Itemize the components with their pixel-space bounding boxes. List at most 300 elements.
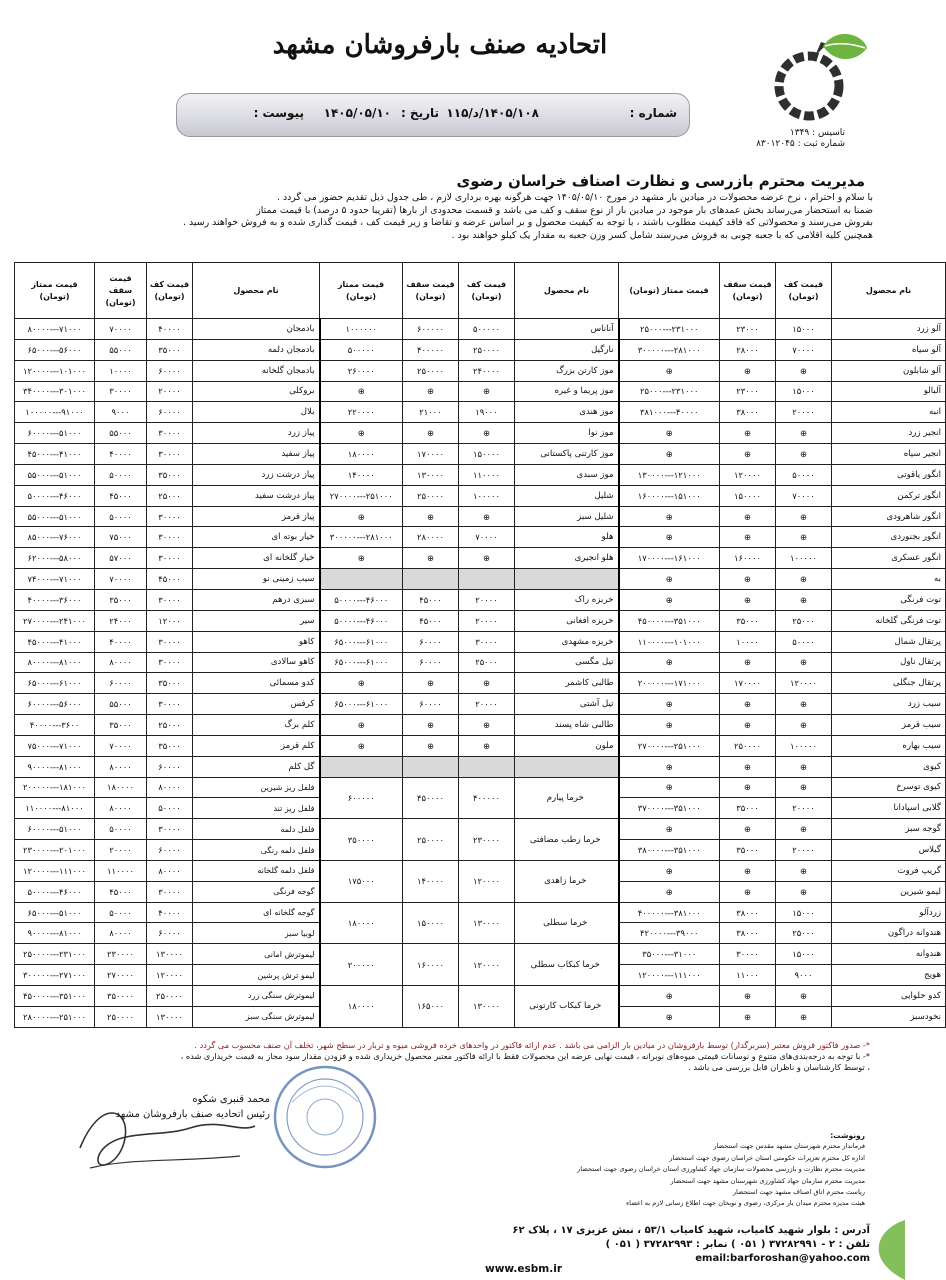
price-cell: ۳۸۰۰۰	[720, 402, 776, 423]
product-name-cell: انگور یاقوتی	[832, 464, 946, 485]
table-row	[15, 339, 946, 360]
price-cell: ۶۱۰۰۰---۶۵۰۰۰	[320, 694, 403, 715]
price-cell: ۶۰۰۰۰	[403, 631, 459, 652]
price-cell: ۵۰۰۰۰	[776, 631, 832, 652]
price-cell: ۸۱۰۰۰---۸۰۰۰۰	[15, 652, 95, 673]
product-name-cell: انجیر سیاه	[832, 444, 946, 465]
note-line: ، توسط کارشناسان و ناظران قابل بررسی می باشد .	[688, 1062, 870, 1072]
price-cell: ⊕	[619, 694, 720, 715]
price-cell: ۶۰۰۰۰	[403, 694, 459, 715]
cc-item: فرماندار محترم شهرستان مشهد مقدس جهت استحضار	[713, 1142, 865, 1151]
price-cell: ۲۵۱۰۰۰---۲۷۰۰۰۰	[619, 735, 720, 756]
col-ceiling: قیمت سقف (تومان)	[403, 263, 459, 319]
price-cell: ۳۱۰۰۰---۳۵۰۰۰	[619, 944, 720, 965]
price-cell: ⊕	[619, 860, 720, 881]
price-cell: ۷۰۰۰۰	[95, 569, 147, 590]
product-name-cell: لیموترش سنگی زرد	[193, 986, 320, 1007]
price-cell: ۱۴۰۰۰۰	[403, 860, 459, 902]
price-cell: ۱۱۰۰۰۰	[459, 464, 515, 485]
product-name-cell: انبه	[832, 402, 946, 423]
product-name-cell: خیار بوته ای	[193, 527, 320, 548]
price-cell: ⊕	[776, 694, 832, 715]
price-cell: ۳۵۰۰۰	[720, 840, 776, 861]
price-cell: ۳۹۰۰۰---۴۲۰۰۰۰	[619, 923, 720, 944]
product-name-cell: سیب زمینی نو	[193, 569, 320, 590]
price-cell: ۶۱۰۰۰---۶۵۰۰۰	[320, 631, 403, 652]
price-cell: ۱۳۰۰۰۰	[147, 1006, 193, 1027]
footer-email[interactable]: email:barforoshan@yahoo.com	[695, 1253, 870, 1264]
product-name-cell	[515, 569, 619, 590]
price-cell: ۱۵۰۰۰۰	[720, 485, 776, 506]
price-cell: ۲۵۰۰۰	[147, 715, 193, 736]
product-name-cell: خربزه راک	[515, 589, 619, 610]
intro-line: ضمنا به استحضار می‌رساند بخش عمدهای بار موجود در میادین بار از نوع سقف و کف می باشد و قسمت محدودی از بارها (تقریبا حدود ۵ درصد) با قیمت ممتاز	[256, 204, 873, 216]
price-cell: ⊕	[459, 548, 515, 569]
table-row	[15, 735, 946, 756]
price-cell: ۸۰۰۰۰	[147, 860, 193, 881]
price-cell: ۳۰۰۰۰	[147, 548, 193, 569]
price-cell: ⊕	[720, 423, 776, 444]
price-cell	[403, 569, 459, 590]
price-cell: ۳۵۰۰۰	[147, 673, 193, 694]
price-cell: ۶۰۰۰۰	[147, 402, 193, 423]
price-cell: ۳۰۰۰۰	[147, 527, 193, 548]
price-cell: ۴۵۰۰۰	[403, 589, 459, 610]
price-cell: ⊕	[776, 423, 832, 444]
product-name-cell: به	[832, 569, 946, 590]
product-name-cell: پرتقال جنگلی	[832, 673, 946, 694]
price-cell: ۵۵۰۰۰	[95, 423, 147, 444]
product-name-cell: نارگیل	[515, 339, 619, 360]
notes	[30, 1040, 870, 1073]
price-cell: ⊕	[403, 548, 459, 569]
price-cell: ۶۰۰۰۰	[403, 652, 459, 673]
price-cell: ۵۰۰۰۰۰	[459, 319, 515, 340]
price-cell: ۱۳۰۰۰۰	[403, 464, 459, 485]
product-name-cell: کیوی توسرخ	[832, 777, 946, 798]
price-cell: ۴۵۰۰۰	[95, 485, 147, 506]
price-cell: ۵۵۰۰۰	[95, 339, 147, 360]
table-row	[15, 506, 946, 527]
col-floor: قیمت کف (تومان)	[147, 263, 193, 319]
price-cell: ۴۱۰۰۰---۴۵۰۰۰	[15, 631, 95, 652]
table-row	[15, 777, 946, 798]
price-cell: ⊕	[776, 652, 832, 673]
price-cell: ۱۰۰۰۰۰	[776, 548, 832, 569]
cc-item: هیئت مدیره محترم میدان بار مرکزی، رضوی و نوبخان جهت اطلاع رسانی لازم به اعضاء	[626, 1199, 865, 1208]
table-row	[15, 464, 946, 485]
price-cell: ۱۸۰۰۰۰	[95, 777, 147, 798]
product-name-cell: موز نوا	[515, 423, 619, 444]
price-cell: ۷۵۰۰۰	[95, 527, 147, 548]
price-cell: ۱۲۰۰۰	[147, 610, 193, 631]
price-cell: ۱۵۰۰۰۰	[403, 902, 459, 944]
table-row	[15, 715, 946, 736]
price-cell: ۲۰۰۰۰	[776, 840, 832, 861]
recipient-heading: مدیریت محترم بازرسی و نظارت اصناف خراسان رضوی	[456, 172, 865, 190]
price-cell: ۱۱۱۰۰۰---۱۲۰۰۰۰	[619, 965, 720, 986]
product-name-cell: بادمجان گلخانه	[193, 360, 320, 381]
price-cell: ⊕	[619, 715, 720, 736]
product-name-cell: خرما پیارم	[515, 777, 619, 819]
product-name-cell: خربزه افغانی	[515, 610, 619, 631]
price-cell: ۲۳۰۰۰	[720, 319, 776, 340]
price-cell: ۶۰۰۰۰	[147, 923, 193, 944]
price-cell: ⊕	[320, 735, 403, 756]
price-cell: ۳۵۰۰۰	[720, 610, 776, 631]
price-cell: ⊕	[776, 527, 832, 548]
table-row	[15, 673, 946, 694]
number-label: شماره :	[629, 106, 677, 120]
price-cell: ۱۶۱۰۰۰---۱۷۰۰۰۰	[619, 548, 720, 569]
table-header-row	[15, 263, 946, 319]
price-cell: ⊕	[720, 777, 776, 798]
price-cell: ۴۰۰۰۰---۳۸۱۰۰۰	[619, 402, 720, 423]
price-cell	[320, 756, 403, 777]
price-cell: ۳۸۱۰۰۰---۴۰۰۰۰۰	[619, 902, 720, 923]
price-cell: ۶۰۰۰۰	[95, 673, 147, 694]
price-cell: ⊕	[320, 506, 403, 527]
table-row	[15, 423, 946, 444]
product-name-cell	[515, 756, 619, 777]
price-cell: ۲۷۰۰۰۰	[95, 965, 147, 986]
price-cell: ۴۰۰۰۰	[147, 902, 193, 923]
col-floor: قیمت کف (تومان)	[459, 263, 515, 319]
price-cell: ۸۰۰۰۰	[95, 923, 147, 944]
col-premium: قیمت ممتاز (تومان)	[619, 263, 720, 319]
registration-number: شماره ثبت : ۸۳۰۱۲۰۴۵	[756, 139, 845, 149]
product-name-cell: کرفس	[193, 694, 320, 715]
price-cell: ۱۳۰۰۰۰	[459, 902, 515, 944]
product-name-cell: سیب بهاره	[832, 735, 946, 756]
price-cell: ۳۵۱۰۰۰---۳۸۰۰۰۰	[619, 840, 720, 861]
price-cell: ۷۰۰۰۰	[95, 319, 147, 340]
product-name-cell: تیل آشتی	[515, 694, 619, 715]
price-cell: ۳۰۰۰۰	[720, 944, 776, 965]
price-cell: ⊕	[320, 423, 403, 444]
product-name-cell: پیاز زرد	[193, 423, 320, 444]
product-name-cell: انجیر زرد	[832, 423, 946, 444]
product-name-cell: طالبی کاشمر	[515, 673, 619, 694]
price-cell: ۱۵۰۰۰	[776, 381, 832, 402]
price-cell: ⊕	[619, 756, 720, 777]
price-cell: ۱۳۰۰۰۰	[459, 986, 515, 1028]
price-cell: ۲۵۱۰۰۰---۲۷۰۰۰۰	[320, 485, 403, 506]
date-value: ۱۴۰۵/۰۵/۱۰	[323, 106, 391, 120]
price-cell: ۳۰۰۰۰	[147, 631, 193, 652]
price-cell: ۶۰۰۰۰	[147, 840, 193, 861]
product-name-cell: انگور شاهرودی	[832, 506, 946, 527]
price-cell: ۳۶۰۰---۴۰۰۰۰	[15, 715, 95, 736]
price-cell: ۵۰۰۰۰	[95, 819, 147, 840]
price-cell: ⊕	[776, 589, 832, 610]
price-cell: ۳۰۰۰۰	[459, 631, 515, 652]
price-cell: ۳۰۰۰۰	[147, 652, 193, 673]
price-cell: ۴۵۰۰۰	[147, 569, 193, 590]
price-cell: ۲۰۰۰۰	[459, 610, 515, 631]
price-cell: ۲۰۰۰۰	[147, 381, 193, 402]
price-cell: ⊕	[776, 777, 832, 798]
price-cell: ۷۱۰۰۰---۷۵۰۰۰	[15, 735, 95, 756]
product-name-cell: پیاز سفید	[193, 444, 320, 465]
price-cell: ۳۵۰۰۰	[147, 464, 193, 485]
product-name-cell: خرما زاهدی	[515, 860, 619, 902]
price-cell: ۱۲۰۰۰۰	[776, 673, 832, 694]
price-cell: ⊕	[403, 735, 459, 756]
table-row	[15, 631, 946, 652]
price-cell: ۷۰۰۰۰	[95, 735, 147, 756]
product-name-cell: آلو شابلون	[832, 360, 946, 381]
table-row	[15, 548, 946, 569]
product-name-cell: کاهو	[193, 631, 320, 652]
product-name-cell: سبزی درهم	[193, 589, 320, 610]
note-line: *- صدور فاکتور فروش معتبر (سربرگدار) توسط بارفروشان در میادین بار الزامی می باشد . عدم ارائه فاکتور در واحدهای خرده فروشی میوه و تربار در سطح شهر، تخلف آن صنف محسوب می گردد .	[194, 1040, 870, 1050]
table-row	[15, 819, 946, 840]
product-name-cell: بلال	[193, 402, 320, 423]
price-cell: ۳۰۰۰۰	[147, 423, 193, 444]
price-cell: ⊕	[776, 986, 832, 1007]
price-cell: ۵۵۰۰۰	[95, 694, 147, 715]
price-cell: ۷۰۰۰۰	[776, 339, 832, 360]
product-name-cell: هندوانه	[832, 944, 946, 965]
table-row	[15, 527, 946, 548]
col-ceiling: قیمت سقف (تومان)	[720, 263, 776, 319]
table-row	[15, 986, 946, 1007]
product-name-cell: هلو انجیری	[515, 548, 619, 569]
price-cell: ۱۲۰۰۰۰	[720, 464, 776, 485]
product-name-cell: شلیل سبز	[515, 506, 619, 527]
product-name-cell: گوجه سبز	[832, 819, 946, 840]
price-cell: ۶۰۰۰۰۰	[403, 319, 459, 340]
price-cell: ۲۴۰۰۰	[95, 610, 147, 631]
product-name-cell: گوجه گلخانه ای	[193, 902, 320, 923]
price-cell: ۹۰۰۰	[95, 402, 147, 423]
price-cell: ⊕	[459, 673, 515, 694]
price-cell: ۱۸۰۰۰۰	[320, 986, 403, 1028]
col-name: نام محصول	[193, 263, 320, 319]
price-cell: ۷۱۰۰۰---۸۰۰۰۰	[15, 319, 95, 340]
price-cell: ۵۱۰۰۰---۵۵۰۰۰	[15, 506, 95, 527]
cc-item: مدیریت محترم نظارت و بازرسی محصولات سازمان جهاد کشاورزی استان خراسان رضوی جهت استحضار	[577, 1165, 865, 1174]
price-cell: ⊕	[720, 527, 776, 548]
col-floor: قیمت کف (تومان)	[776, 263, 832, 319]
price-cell: ۲۳۰۰۰	[720, 381, 776, 402]
price-cell: ⊕	[619, 444, 720, 465]
price-cell: ۲۵۰۰۰	[776, 923, 832, 944]
price-cell: ۲۵۰۰۰۰	[147, 986, 193, 1007]
product-name-cell: پیاز درشت زرد	[193, 464, 320, 485]
product-name-cell: سیب قرمز	[832, 715, 946, 736]
price-cell: ۴۶۰۰۰---۵۰۰۰۰	[15, 485, 95, 506]
price-cell: ۷۰۰۰۰	[776, 485, 832, 506]
cc-item: ریاست محترم اتاق اصناف مشهد جهت استحضار	[732, 1188, 865, 1197]
leaf-decoration	[855, 1220, 905, 1280]
product-name-cell: کدو مسمائی	[193, 673, 320, 694]
price-cell: ۱۱۰۰۰	[720, 965, 776, 986]
price-cell: ۸۰۰۰۰	[95, 798, 147, 819]
price-cell: ۱۵۰۰۰	[776, 902, 832, 923]
product-name-cell: گل کلم	[193, 756, 320, 777]
footer-website[interactable]: www.esbm.ir	[485, 1263, 563, 1275]
col-name: نام محصول	[515, 263, 619, 319]
price-cell: ⊕	[320, 715, 403, 736]
price-cell: ⊕	[776, 881, 832, 902]
price-cell: ۸۰۰۰۰	[95, 756, 147, 777]
price-cell: ۵۱۰۰۰---۶۰۰۰۰	[15, 423, 95, 444]
product-name-cell: موز سبدی	[515, 464, 619, 485]
price-cell: ⊕	[619, 777, 720, 798]
price-cell: ۵۸۰۰۰---۶۲۰۰۰	[15, 548, 95, 569]
table-row	[15, 381, 946, 402]
signer-block	[110, 1092, 270, 1122]
product-name-cell: کلم برگ	[193, 715, 320, 736]
product-name-cell: توت فرنگی گلخانه	[832, 610, 946, 631]
price-cell: ۵۱۰۰۰---۶۵۰۰۰	[15, 902, 95, 923]
cc-item: اداره کل محترم تعزیرات حکومتی استان خراسان رضوی جهت استحضار	[669, 1153, 865, 1162]
price-cell: ⊕	[403, 506, 459, 527]
price-cell: ۲۳۱۰۰۰---۲۵۰۰۰	[619, 381, 720, 402]
carbon-copy-list	[475, 1130, 865, 1210]
founding-year: تاسیس : ۱۳۴۹	[789, 128, 845, 138]
price-cell: ۱۹۰۰۰	[459, 402, 515, 423]
price-cell: ۸۰۰۰۰	[95, 652, 147, 673]
price-cell: ۵۰۰۰۰	[95, 902, 147, 923]
price-cell: ۷۰۰۰۰	[459, 527, 515, 548]
price-cell: ۳۶۰۰۰---۴۰۰۰۰	[15, 589, 95, 610]
price-cell: ⊕	[320, 381, 403, 402]
col-name: نام محصول	[832, 263, 946, 319]
price-cell: ۱۷۱۰۰۰---۲۰۰۰۰۰	[619, 673, 720, 694]
price-cell: ⊕	[720, 819, 776, 840]
table-row	[15, 902, 946, 923]
product-name-cell: طالبی شاه پسند	[515, 715, 619, 736]
table-row	[15, 360, 946, 381]
price-cell: ⊕	[459, 381, 515, 402]
table-row	[15, 444, 946, 465]
intro-text	[18, 192, 873, 242]
price-cell: ⊕	[720, 652, 776, 673]
product-name-cell: موز کارتنی پاکستانی	[515, 444, 619, 465]
price-cell: ۳۵۰۰۰	[720, 798, 776, 819]
price-cell: ۵۱۰۰۰---۵۵۰۰۰	[15, 464, 95, 485]
price-cell: ⊕	[776, 819, 832, 840]
price-cell: ۱۵۰۰۰	[776, 944, 832, 965]
price-cell: ۸۱۰۰۰---۱۱۰۰۰۰	[15, 798, 95, 819]
product-name-cell: موز پریما و غیره	[515, 381, 619, 402]
price-cell: ۲۶۰۰۰۰	[320, 360, 403, 381]
price-cell: ۳۵۰۰۰۰	[320, 819, 403, 861]
price-cell: ⊕	[619, 652, 720, 673]
price-cell: ۳۵۱۰۰۰---۳۷۰۰۰۰	[619, 798, 720, 819]
product-name-cell: تیل مگسی	[515, 652, 619, 673]
col-premium: قیمت ممتاز (تومان)	[15, 263, 95, 319]
union-logo	[763, 28, 867, 128]
price-cell: ⊕	[619, 881, 720, 902]
price-cell: ۹۰۰۰	[776, 965, 832, 986]
price-cell: ⊕	[776, 756, 832, 777]
price-cell: ۱۰۰۰۰	[720, 631, 776, 652]
product-name-cell: لیمو شیرین	[832, 881, 946, 902]
price-cell: ۶۰۰۰۰	[147, 360, 193, 381]
product-name-cell: سیب زرد	[832, 694, 946, 715]
price-cell: ۴۶۰۰۰---۵۰۰۰۰	[15, 881, 95, 902]
product-name-cell: خرما سطلی	[515, 902, 619, 944]
price-cell: ۲۸۰۰۰	[720, 339, 776, 360]
price-cell: ⊕	[619, 986, 720, 1007]
price-cell: ⊕	[403, 423, 459, 444]
price-cell: ۳۰۰۰۰	[147, 589, 193, 610]
price-cell: ۱۵۱۰۰۰---۱۶۰۰۰۰	[619, 485, 720, 506]
product-name-cell: فلفل دلمه رنگی	[193, 840, 320, 861]
price-cell: ⊕	[403, 673, 459, 694]
footer-phone: تلفن : ۲ - ۳۷۲۸۲۹۹۱ ( ۰۵۱ ) نمابر : ۳۷۲۸۲۹۹۳ ( ۰۵۱ )	[605, 1239, 870, 1250]
price-cell: ۱۴۰۰۰۰	[320, 464, 403, 485]
product-name-cell: آلبالو	[832, 381, 946, 402]
price-cell: ۱۵۰۰۰	[776, 319, 832, 340]
price-cell: ۱۱۱۰۰۰---۱۲۰۰۰۰	[15, 860, 95, 881]
price-cell: ۱۷۵۰۰۰	[320, 860, 403, 902]
price-cell: ۱۸۰۰۰۰	[320, 902, 403, 944]
price-cell: ⊕	[403, 715, 459, 736]
price-cell: ۶۰۰۰۰	[147, 756, 193, 777]
price-cell: ۵۰۰۰۰	[95, 506, 147, 527]
price-cell: ۴۶۰۰۰---۵۰۰۰۰	[320, 610, 403, 631]
price-cell: ۵۷۰۰۰	[95, 548, 147, 569]
price-cell: ۱۳۰۰۰۰	[147, 944, 193, 965]
product-name-cell: هندوانه دراگون	[832, 923, 946, 944]
price-cell: ۱۸۱۰۰۰---۲۰۰۰۰۰	[15, 777, 95, 798]
price-cell: ⊕	[720, 444, 776, 465]
table-row	[15, 652, 946, 673]
price-cell: ⊕	[619, 527, 720, 548]
price-cell: ۷۶۰۰۰---۸۵۰۰۰	[15, 527, 95, 548]
product-name-cell: شلیل	[515, 485, 619, 506]
table-row	[15, 402, 946, 423]
price-cell: ۳۰۰۰۰	[147, 444, 193, 465]
price-cell: ⊕	[619, 506, 720, 527]
table-row	[15, 944, 946, 965]
table-row	[15, 589, 946, 610]
product-name-cell: خرما کبکاب سطلی	[515, 944, 619, 986]
product-name-cell: موز هندی	[515, 402, 619, 423]
price-cell: ⊕	[459, 506, 515, 527]
table-row	[15, 569, 946, 590]
price-cell: ۱۲۰۰۰۰	[459, 944, 515, 986]
table-row	[15, 860, 946, 881]
price-cell: ⊕	[619, 360, 720, 381]
price-cell: ۲۴۰۰۰۰	[459, 360, 515, 381]
product-name-cell: لوبیا سبز	[193, 923, 320, 944]
price-cell: ⊕	[720, 589, 776, 610]
cc-item: مدیریت محترم سازمان جهاد کشاورزی شهرستان مشهد جهت استحضار	[670, 1176, 865, 1185]
price-cell: ۴۰۰۰۰	[147, 319, 193, 340]
price-cell: ⊕	[619, 819, 720, 840]
table-row	[15, 319, 946, 340]
intro-line: بفروش می‌رسند و محصولاتی که فاقد کیفیت مطلوب باشند ، با توجه به کیفیت محصول و بر اساس عرضه و تقاضا و زیر قیمت کف ، قیمت گذاری شده و به فروش خواهند رسید .	[183, 217, 873, 229]
cc-title: رونوشت:	[830, 1131, 865, 1140]
price-cell: ۷۱۰۰۰---۷۴۰۰۰	[15, 569, 95, 590]
price-cell: ۴۱۰۰۰---۴۵۰۰۰	[15, 444, 95, 465]
price-cell: ۱۰۰۰۰۰	[776, 735, 832, 756]
price-cell: ۸۱۰۰۰---۹۰۰۰۰	[15, 923, 95, 944]
price-cell: ۱۵۰۰۰۰	[459, 444, 515, 465]
price-cell	[320, 569, 403, 590]
product-name-cell: لیموترش امانی	[193, 944, 320, 965]
price-cell: ۳۰۰۰۰	[147, 506, 193, 527]
product-name-cell: آناناس	[515, 319, 619, 340]
price-cell: ⊕	[776, 360, 832, 381]
price-cell: ۳۰۰۰۰	[95, 381, 147, 402]
